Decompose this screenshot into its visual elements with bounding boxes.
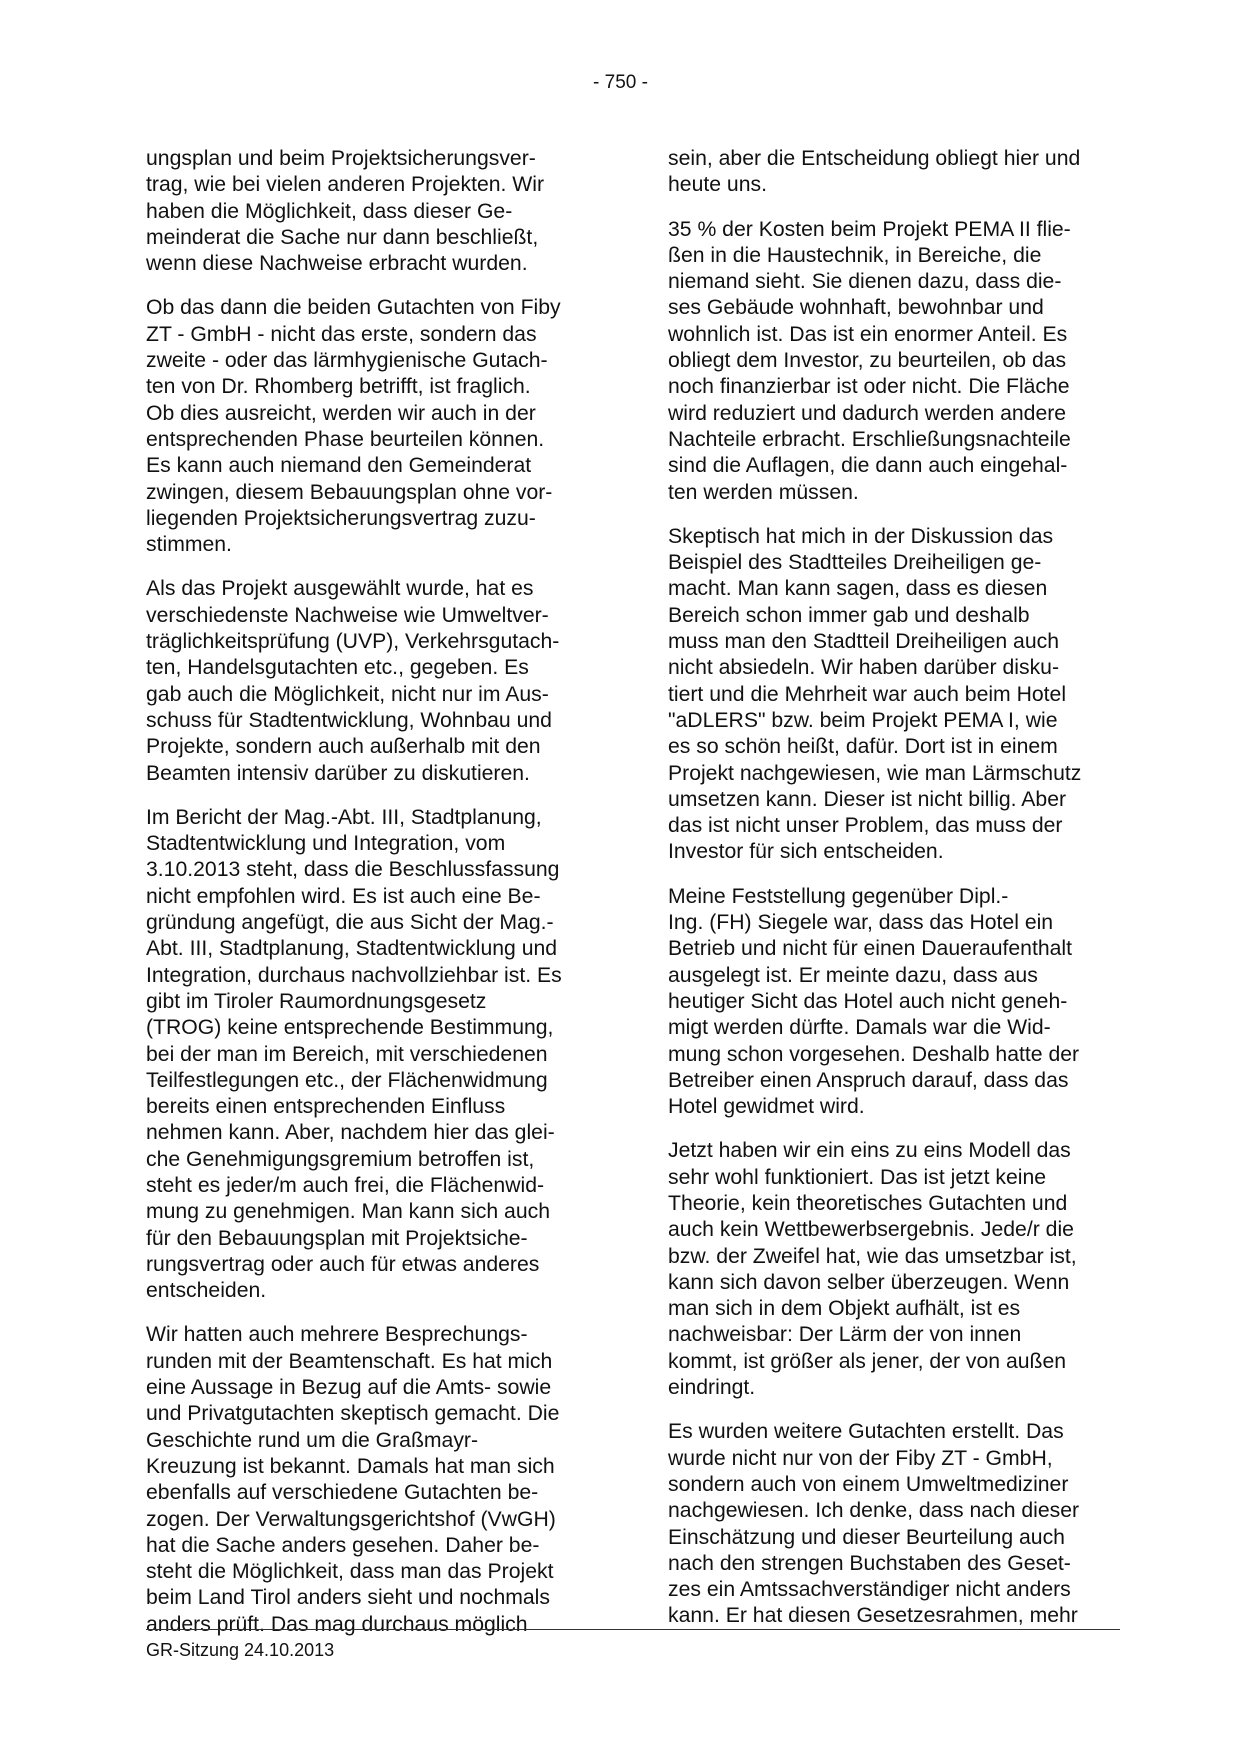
text-line: anders prüft. Das mag durchaus möglich [146, 1612, 528, 1636]
text-line: liegenden Projektsicherungsvertrag zuzu- [146, 506, 536, 530]
text-line: auch kein Wettbewerbsergebnis. Jede/r die [668, 1218, 1074, 1242]
text-line: heute uns. [668, 173, 767, 197]
left-column [146, 146, 598, 1656]
text-line: zes ein Amtssachverständiger nicht anders [668, 1578, 1071, 1602]
text-line: nachweisbar: Der Lärm der von innen [668, 1323, 1022, 1347]
text-line: Beamten intensiv darüber zu diskutieren. [146, 761, 530, 785]
text-line: Ob das dann die beiden Gutachten von Fiby [146, 296, 561, 320]
text-line: Beispiel des Stadtteiles Dreiheiligen ge- [668, 551, 1042, 575]
paragraph [146, 146, 598, 277]
text-line: und Privatgutachten skeptisch gemacht. Die [146, 1402, 560, 1426]
text-line: Geschichte rund um die Graßmayr- [146, 1428, 479, 1452]
text-line: Projekt nachgewiesen, wie man Lärmschutz [668, 761, 1082, 785]
paragraph [668, 146, 1130, 199]
text-line: Integration, durchaus nachvollziehbar ist. Es [146, 963, 562, 987]
text-line: niemand sieht. Sie dienen dazu, dass die- [668, 270, 1062, 294]
text-line: man sich in dem Objekt aufhält, ist es [668, 1297, 1021, 1321]
text-line: steht es jeder/m auch frei, die Flächenwid- [146, 1173, 545, 1197]
text-line: Skeptisch hat mich in der Diskussion das [668, 524, 1054, 548]
text-line: Es wurden weitere Gutachten erstellt. Das [668, 1420, 1064, 1444]
text-line: ses Gebäude wohnhaft, bewohnbar und [668, 296, 1044, 320]
text-line: nehmen kann. Aber, nachdem hier das glei- [146, 1121, 555, 1145]
text-line: kann. Er hat diesen Gesetzesrahmen, mehr [668, 1604, 1078, 1628]
text-line: meinderat die Sache nur dann beschließt, [146, 225, 539, 249]
text-line: Es kann auch niemand den Gemeinderat [146, 454, 532, 478]
text-line: trag, wie bei vielen anderen Projekten. Wir [146, 173, 545, 197]
text-line: Meine Feststellung gegenüber Dipl.- [668, 884, 1009, 908]
text-line: eine Aussage in Bezug auf die Amts- sowie [146, 1376, 552, 1400]
text-line: nachgewiesen. Ich denke, dass nach dieser [668, 1499, 1080, 1523]
text-line: "aDLERS" bzw. beim Projekt PEMA I, wie [668, 708, 1058, 732]
text-line: nach den strengen Buchstaben des Geset- [668, 1551, 1071, 1575]
text-line: Im Bericht der Mag.-Abt. III, Stadtplanung, [146, 805, 542, 829]
text-line: umsetzen kann. Dieser ist nicht billig. Aber [668, 787, 1067, 811]
text-line: ZT - GmbH - nicht das erste, sondern das [146, 322, 537, 346]
text-line: gründung angefügt, die aus Sicht der Mag.- [146, 911, 554, 935]
text-line: träglichkeitsprüfung (UVP), Verkehrsgutach- [146, 630, 560, 654]
text-line: wohnlich ist. Das ist ein enormer Anteil. Es [668, 322, 1068, 346]
text-line: obliegt dem Investor, zu beurteilen, ob das [668, 349, 1067, 373]
text-line: für den Bebauungsplan mit Projektsiche- [146, 1226, 528, 1250]
text-line: kann sich davon selber überzeugen. Wenn [668, 1270, 1070, 1294]
paragraph [146, 805, 598, 1305]
text-line: heutiger Sicht das Hotel auch nicht geneh- [668, 989, 1068, 1013]
text-line: Stadtentwicklung und Integration, vom [146, 832, 506, 856]
text-line: bzw. der Zweifel hat, wie das umsetzbar ist, [668, 1244, 1077, 1268]
text-line: zweite - oder das lärmhygienische Gutach- [146, 349, 548, 373]
footer-session-date: GR-Sitzung 24.10.2013 [146, 1640, 335, 1660]
paragraph [668, 1419, 1130, 1629]
text-line: ten von Dr. Rhomberg betrifft, ist fraglich. [146, 375, 531, 399]
text-line: ausgelegt ist. Er meinte dazu, dass aus [668, 963, 1038, 987]
text-line: Jetzt haben wir ein eins zu eins Modell das [668, 1139, 1071, 1163]
text-line: Ob dies ausreicht, werden wir auch in der [146, 401, 536, 425]
text-line: Als das Projekt ausgewählt wurde, hat es [146, 577, 534, 601]
paragraph [146, 576, 598, 786]
text-line: das ist nicht unser Problem, das muss der [668, 814, 1063, 838]
text-line: migt werden dürfte. Damals war die Wid- [668, 1016, 1051, 1040]
text-line: sondern auch von einem Umweltmediziner [668, 1472, 1069, 1496]
text-line: muss man den Stadtteil Dreiheiligen auch [668, 630, 1060, 654]
text-line: Bereich schon immer gab und deshalb [668, 603, 1030, 627]
text-line: Einschätzung und dieser Beurteilung auch [668, 1525, 1065, 1549]
right-column [668, 146, 1130, 1648]
text-line: ten werden müssen. [668, 480, 859, 504]
text-line: che Genehmigungsgremium betroffen ist, [146, 1147, 535, 1171]
text-line: sein, aber die Entscheidung obliegt hier und [668, 147, 1081, 170]
footer-divider [146, 1629, 1120, 1630]
text-line: bereits einen entsprechenden Einfluss [146, 1095, 506, 1119]
text-line: mung schon vorgesehen. Deshalb hatte der [668, 1042, 1080, 1066]
text-line: Investor für sich entscheiden. [668, 840, 944, 864]
text-line: sind die Auflagen, die dann auch eingehal- [668, 454, 1068, 478]
text-line: hat die Sache anders gesehen. Daher be- [146, 1533, 540, 1557]
text-line: noch finanzierbar ist oder nicht. Die Fläche [668, 375, 1070, 399]
text-line: macht. Man kann sagen, dass es diesen [668, 577, 1048, 601]
paragraph [668, 884, 1130, 1121]
page-number: - 750 - [593, 72, 648, 93]
paragraph [146, 1322, 598, 1638]
text-line: ungsplan und beim Projektsicherungsver- [146, 147, 536, 170]
text-line: wenn diese Nachweise erbracht wurden. [146, 252, 528, 276]
text-line: sehr wohl funktioniert. Das ist jetzt keine [668, 1165, 1047, 1189]
text-line: Teilfestlegungen etc., der Flächenwidmung [146, 1068, 548, 1092]
text-line: beim Land Tirol anders sieht und nochmals [146, 1586, 550, 1610]
text-line: Betreiber einen Anspruch darauf, dass das [668, 1068, 1069, 1092]
text-line: wurde nicht nur von der Fiby ZT - GmbH, [668, 1446, 1053, 1470]
text-line: schuss für Stadtentwicklung, Wohnbau und [146, 708, 552, 732]
text-line: verschiedenste Nachweise wie Umweltver- [146, 603, 549, 627]
text-line: gibt im Tiroler Raumordnungsgesetz [146, 989, 487, 1013]
text-line: ebenfalls auf verschiedene Gutachten be- [146, 1481, 539, 1505]
text-line: ßen in die Haustechnik, in Bereiche, die [668, 243, 1042, 267]
text-line: 3.10.2013 steht, dass die Beschlussfassung [146, 858, 560, 882]
paragraph [146, 295, 598, 558]
text-line: kommt, ist größer als jener, der von außen [668, 1349, 1067, 1373]
text-line: Betrieb und nicht für einen Daueraufenthalt [668, 937, 1073, 961]
text-line: mung zu genehmigen. Man kann sich auch [146, 1200, 550, 1224]
text-line: Nachteile erbracht. Erschließungsnachteile [668, 427, 1071, 451]
text-line: Kreuzung ist bekannt. Damals hat man sich [146, 1454, 555, 1478]
text-line: haben die Möglichkeit, dass dieser Ge- [146, 199, 513, 223]
text-line: zogen. Der Verwaltungsgerichtshof (VwGH) [146, 1507, 556, 1531]
paragraph [668, 1138, 1130, 1401]
text-line: nicht absiedeln. Wir haben darüber disku- [668, 656, 1060, 680]
text-line: gab auch die Möglichkeit, nicht nur im Aus- [146, 682, 549, 706]
text-line: entscheiden. [146, 1279, 267, 1303]
text-line: tiert und die Mehrheit war auch beim Hotel [668, 682, 1067, 706]
text-line: eindringt. [668, 1376, 756, 1400]
paragraph [668, 524, 1130, 866]
text-line: Hotel gewidmet wird. [668, 1095, 865, 1119]
text-line: 35 % der Kosten beim Projekt PEMA II flie- [668, 217, 1071, 241]
paragraph [668, 217, 1130, 506]
text-line: (TROG) keine entsprechende Bestimmung, [146, 1016, 554, 1040]
text-line: Abt. III, Stadtplanung, Stadtentwicklung und [146, 937, 558, 961]
text-line: steht die Möglichkeit, dass man das Projekt [146, 1560, 554, 1584]
text-line: nicht empfohlen wird. Es ist auch eine Be- [146, 884, 541, 908]
text-line: stimmen. [146, 533, 232, 557]
text-line: entsprechenden Phase beurteilen können. [146, 427, 545, 451]
text-line: Projekte, sondern auch außerhalb mit den [146, 735, 541, 759]
text-line: Theorie, kein theoretisches Gutachten und [668, 1191, 1068, 1215]
text-line: ten, Handelsgutachten etc., gegeben. Es [146, 656, 529, 680]
text-line: wird reduziert und dadurch werden andere [668, 401, 1067, 425]
text-line: Ing. (FH) Siegele war, dass das Hotel ein [668, 911, 1054, 935]
text-line: bei der man im Bereich, mit verschiedenen [146, 1042, 548, 1066]
text-line: Wir hatten auch mehrere Besprechungs- [146, 1323, 528, 1347]
text-line: runden mit der Beamtenschaft. Es hat mich [146, 1349, 553, 1373]
text-line: zwingen, diesem Bebauungsplan ohne vor- [146, 480, 553, 504]
text-line: es so schön heißt, dafür. Dort ist in einem [668, 735, 1058, 759]
text-line: rungsvertrag oder auch für etwas anderes [146, 1252, 540, 1276]
